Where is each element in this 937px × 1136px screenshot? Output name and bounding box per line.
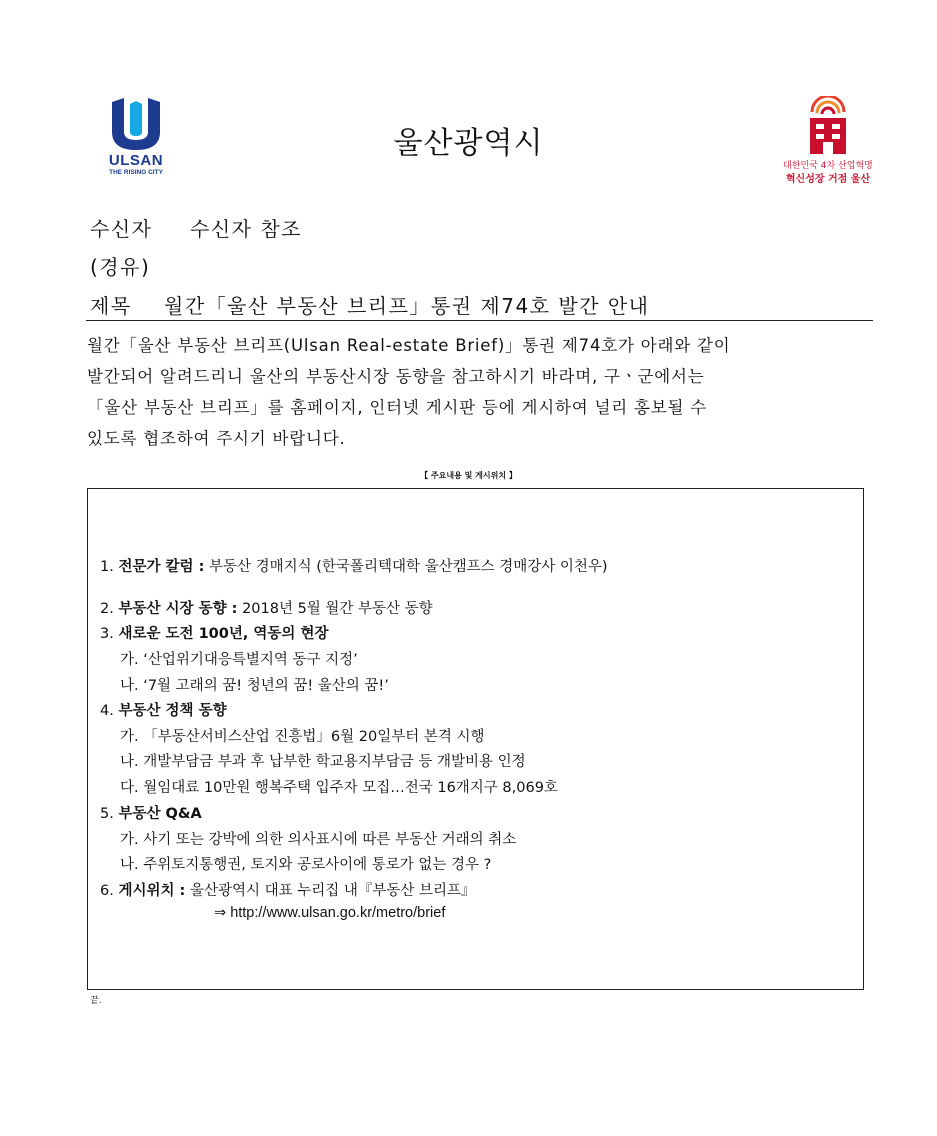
item-title: 전문가 칼럼 :: [118, 559, 205, 575]
list-item: [100, 622, 329, 643]
item-text: 부동산 경매지식 (한국폴리텍대학 울산캠프스 경매강사 이천우): [209, 559, 608, 575]
sub-item: 나. 개발부담금 부과 후 납부한 학교용지부담금 등 개발비용 인정: [120, 754, 526, 770]
subject-divider: [86, 320, 873, 321]
item-number: 4.: [100, 703, 114, 719]
body-line: 있도록 협조하여 주시기 바랍니다.: [87, 429, 346, 448]
innovation-tower-icon: [806, 96, 850, 156]
logo-tagline-2: 혁신성장 거점 울산: [785, 174, 871, 185]
list-item: [100, 699, 227, 720]
item-number: 1.: [100, 559, 114, 575]
body-line: 월간「울산 부동산 브리프(Ulsan Real-estate Brief)」통권 제74호가 아래와 같이: [87, 336, 731, 355]
list-item: [100, 555, 608, 576]
brief-url-line: [214, 905, 445, 921]
item-number: 5.: [100, 806, 114, 822]
list-item: [100, 597, 433, 618]
sub-item: 나. 주위토지통행권, 토지와 공로사이에 통로가 없는 경우 ?: [120, 857, 492, 873]
innovation-hub-logo: [776, 96, 880, 188]
box-caption: 【 주요내용 및 게시위치 】: [420, 471, 517, 480]
logo-slogan-text: THE RISING CITY: [109, 169, 163, 176]
item-text: 2018년 5월 월간 부동산 동향: [242, 601, 433, 617]
item-text: 울산광역시 대표 누리집 내『부동산 브리프』: [189, 883, 476, 899]
list-item: [100, 879, 476, 900]
recipient-value: 수신자 참조: [190, 217, 302, 241]
list-item: [100, 802, 202, 823]
item-number: 2.: [100, 601, 114, 617]
sub-item: 가. ‘산업위기대응특별지역 동구 지정’: [120, 652, 358, 668]
sub-item: 나. ‘7월 고래의 꿈! 청년의 꿈! 울산의 꿈!’: [120, 678, 389, 694]
end-mark: 끝.: [90, 996, 102, 1006]
sub-item: 가. 「부동산서비스산업 진흥법」6월 20일부터 본격 시행: [120, 729, 485, 745]
item-title: 새로운 도전 100년, 역동의 현장: [118, 626, 329, 642]
brief-url-link[interactable]: http://www.ulsan.go.kr/metro/brief: [230, 905, 446, 921]
organization-title: 울산광역시: [393, 126, 544, 161]
subject-row: [90, 290, 650, 319]
content-box: [87, 488, 864, 990]
item-title: 부동산 시장 동향 :: [118, 601, 238, 617]
body-line: 발간되어 알려드리니 울산의 부동산시장 동향을 참고하시기 바라며, 구ㆍ군에서는: [87, 367, 705, 386]
via-label: (경유): [90, 255, 151, 279]
logo-brand-text: ULSAN: [108, 152, 164, 169]
item-title: 게시위치 :: [118, 883, 186, 899]
sub-item: 가. 사기 또는 강박에 의한 의사표시에 따른 부동산 거래의 취소: [120, 832, 517, 848]
body-paragraph: [87, 330, 857, 454]
subject-value: 월간「울산 부동산 브리프」통권 제74호 발간 안내: [164, 294, 650, 318]
recipient-label: 수신자: [90, 217, 153, 241]
recipient-row: [90, 213, 302, 242]
item-number: 3.: [100, 626, 114, 642]
via-row: [90, 251, 150, 280]
arrow-icon: ⇒: [214, 905, 227, 921]
item-title: 부동산 Q&A: [118, 806, 202, 822]
subject-label: 제목: [90, 294, 132, 318]
body-line: 「울산 부동산 브리프」를 홈페이지, 인터넷 게시판 등에 게시하여 널리 홍보될 수: [87, 398, 708, 417]
sub-item: 다. 월임대료 10만원 행복주택 입주자 모집…전국 16개지구 8,069호: [120, 780, 558, 796]
logo-tagline-1: 대한민국 4차 산업혁명: [783, 161, 873, 171]
item-title: 부동산 정책 동향: [118, 703, 227, 719]
item-number: 6.: [100, 883, 114, 899]
